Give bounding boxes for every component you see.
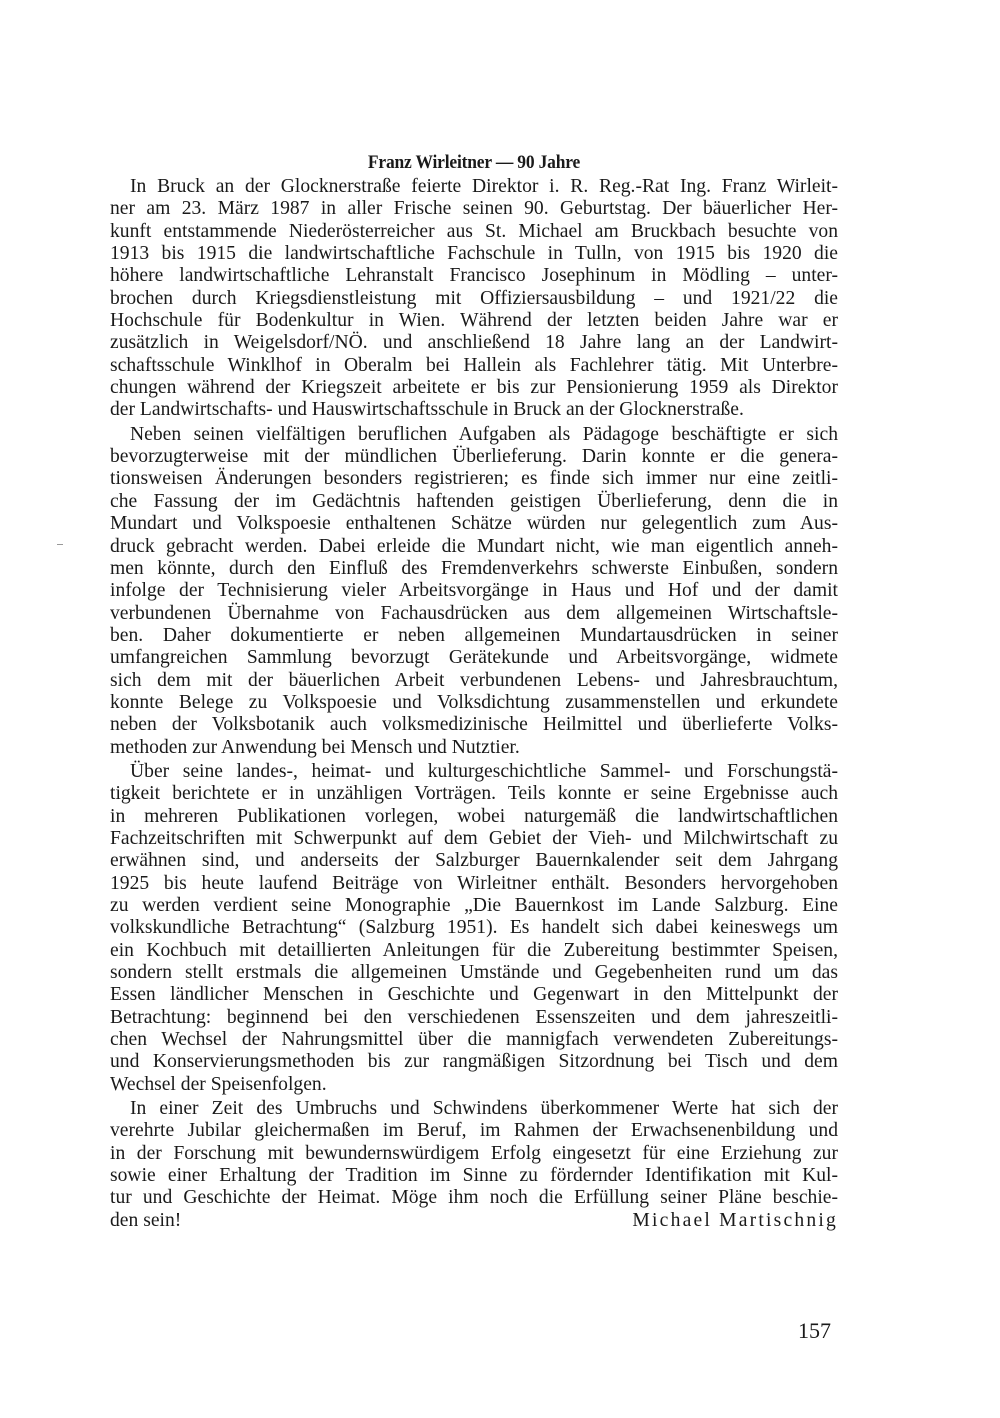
text-line: Wechsel der Speisenfolgen. <box>110 1073 327 1095</box>
text-line: Betrachtung: beginnend bei den verschiedenen Essenszeiten und dem jahreszeitli- <box>110 1006 838 1028</box>
text-line: brochen durch Kriegsdienstleistung mit Offiziersausbildung – und 1921/22 die <box>110 287 838 309</box>
author-signature: Michael Martischnig <box>632 1209 838 1231</box>
text-line: Fachzeitschriften mit Schwerpunkt auf dem Gebiet der Vieh- und Milchwirtschaft zu <box>110 827 838 849</box>
text-line: Neben seinen vielfältigen beruflichen Aufgaben als Pädagoge beschäftigte er sich <box>130 423 838 445</box>
text-line: in der Forschung mit bewundernswürdigem Erfolg eingesetzt für eine Erziehung zur <box>110 1142 838 1164</box>
text-line: Über seine landes-, heimat- und kulturgeschichtliche Sammel- und Forschungstä- <box>130 760 838 782</box>
text-line: zu werden verdient seine Monographie „Die Bauernkost im Lande Salzburg. Eine <box>110 895 838 916</box>
page-number: 157 <box>798 1318 831 1343</box>
text-line: höhere landwirtschaftliche Lehranstalt Francisco Josephinum in Mödling – unter- <box>110 265 838 287</box>
text-line: konnte Belege zu Volkspoesie und Volksdichtung zusammenstellen und erkundete <box>110 691 838 713</box>
text-line: sich dem mit der bäuerlichen Arbeit verbundenen Lebens- und Jahresbrauchtum, <box>110 669 838 691</box>
text-line: 1925 bis heute laufend Beiträge von Wirleitner enthält. Besonders hervorgehoben <box>110 872 838 894</box>
article <box>110 152 838 1232</box>
text-line: bevorzugterweise mit der mündlichen Überlieferung. Darin konnte er die genera- <box>110 446 838 468</box>
text-line: In einer Zeit des Umbruchs und Schwindens überkommener Werte hat sich der <box>130 1098 838 1120</box>
text-line: den sein! <box>110 1209 182 1231</box>
text-line: kunft entstammende Niederösterreicher aus St. Michael am Bruckbach besuchte von <box>110 220 838 242</box>
text-line: sowie einer Erhaltung der Tradition im Sinne zu fördernder Identifikation mit Kul- <box>110 1165 838 1187</box>
text-line: schaftsschule Winklhof in Oberalm bei Hallein als Fachlehrer tätig. Mit Unterbre- <box>110 354 838 376</box>
text-line: in mehreren Publikationen vorlegen, wobei naturgemäß die landwirtschaftlichen <box>110 805 838 827</box>
text-line: tigkeit berichtete er in unzähligen Vorträgen. Teils konnte er seine Ergebnisse auch <box>110 783 838 805</box>
article-title: Franz Wirleitner — 90 Jahre <box>367 152 581 173</box>
text-line: Essen ländlicher Menschen in Geschichte und Gegenwart in den Mittelpunkt der <box>110 984 838 1006</box>
paragraph-3 <box>110 761 838 1096</box>
text-line: umfangreichen Sammlung bevorzugt Gerätekunde und Arbeitsvorgänge, widmete <box>110 647 838 669</box>
paragraph-4 <box>110 1098 838 1232</box>
text-line: ein Kochbuch mit detaillierten Anleitungen für die Zubereitung bestimmter Speisen, <box>110 939 838 961</box>
text-line: druck gebracht werden. Dabei erleide die Mundart nicht, wie man eigentlich anneh- <box>110 535 838 557</box>
text-line: verehrte Jubilar gleichermaßen im Beruf, im Rahmen der Erwachsenenbildung und <box>110 1120 838 1142</box>
text-line: sondern stellt erstmals die allgemeinen Umstände und Gegebenheiten rund um das <box>110 962 838 984</box>
closing-line <box>110 1210 838 1232</box>
text-line: 1913 bis 1915 die landwirtschaftliche Fachschule in Tulln, von 1915 bis 1920 die <box>110 243 838 265</box>
text-line: infolge der Technisierung vieler Arbeitsvorgänge in Haus und Hof und der damit <box>110 580 838 602</box>
text-line: ben. Daher dokumentierte er neben allgemeinen Mundartausdrücken in seiner <box>110 624 838 646</box>
paragraph-1 <box>110 176 838 422</box>
text-line: zusätzlich in Weigelsdorf/NÖ. und anschließend 18 Jahre lang an der Landwirt- <box>110 332 838 354</box>
text-line: methoden zur Anwendung bei Mensch und Nutztier. <box>110 736 520 758</box>
text-line: und Konservierungsmethoden bis zur rangmäßigen Sitzordnung bei Tisch und dem <box>110 1051 838 1073</box>
margin-mark <box>57 544 63 545</box>
text-line: neben der Volksbotanik auch volksmedizinische Heilmittel und überlieferte Volks- <box>110 714 838 736</box>
text-line: men könnte, durch den Einfluß des Fremdenverkehrs schwerste Einbußen, sondern <box>110 557 838 579</box>
text-line: tionsweisen Änderungen besonders registrieren; es finde sich immer nur eine zeitli- <box>110 468 838 490</box>
text-line: chen Wechsel der Nahrungsmittel über die mannigfach verwendeten Zubereitungs- <box>110 1029 838 1051</box>
text-line: volkskundliche Betrachtung“ (Salzburg 1951). Es handelt sich dabei keineswegs um <box>110 917 838 939</box>
text-line: Mundart und Volkspoesie enthaltenen Schätze würden nur gelegentlich zum Aus- <box>110 513 838 535</box>
text-line: tur und Geschichte der Heimat. Möge ihm noch die Erfüllung seiner Pläne beschie- <box>110 1187 838 1209</box>
text-line: erwähnen sind, und anderseits der Salzburger Bauernkalender seit dem Jahrgang <box>110 850 838 872</box>
text-line: ner am 23. März 1987 in aller Frische seinen 90. Geburtstag. Der bäuerlicher Her- <box>110 198 838 220</box>
text-line: verbundenen Übernahme von Fachausdrücken aus dem allgemeinen Wirtschaftsle- <box>110 602 838 624</box>
text-line: In Bruck an der Glocknerstraße feierte Direktor i. R. Reg.-Rat Ing. Franz Wirleit- <box>130 176 838 197</box>
text-line: che Fassung der im Gedächtnis haftenden geistigen Überlieferung, denn die in <box>110 490 838 512</box>
text-line: chungen während der Kriegszeit arbeitete er bis zur Pensionierung 1959 als Direktor <box>110 377 838 399</box>
text-line: der Landwirtschafts- und Hauswirtschaftsschule in Bruck an der Glocknerstraße. <box>110 399 744 421</box>
text-line: Hochschule für Bodenkultur in Wien. Während der letzten beiden Jahre war er <box>110 310 838 332</box>
paragraph-2 <box>110 424 838 759</box>
